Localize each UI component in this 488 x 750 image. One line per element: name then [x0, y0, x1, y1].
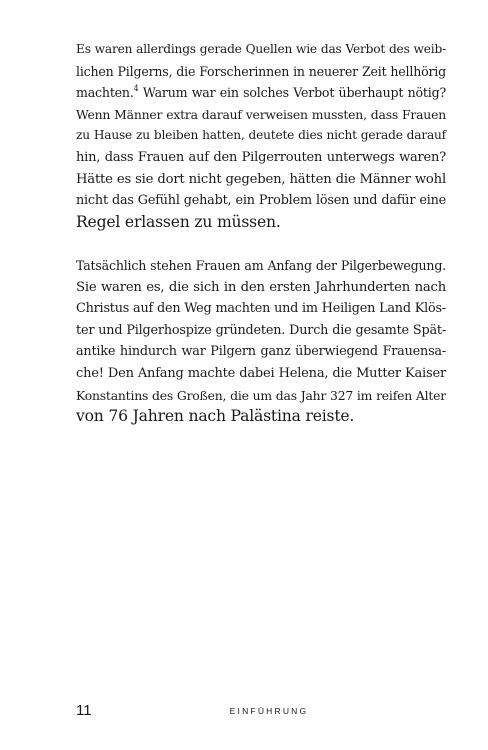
- text-line: zu Hause zu bleiben hatten, deutete dies nicht gerade darauf: [76, 128, 446, 143]
- running-head: EINFÜHRUNG: [229, 706, 309, 716]
- text-line: Christus auf den Weg machten und im Heiligen Land Klös-: [76, 301, 446, 317]
- text-line: Regel erlassen zu müssen.: [76, 212, 281, 231]
- body-text: [76, 39, 446, 428]
- text-fragment: machten.: [76, 85, 134, 101]
- page-footer: [76, 701, 446, 721]
- text-line: [76, 82, 446, 104]
- text-line: nicht das Gefühl gehabt, ein Problem lösen und dafür eine: [76, 193, 446, 209]
- text-line: Es waren allerdings gerade Quellen wie das Verbot des weib-: [76, 42, 446, 56]
- text-line: lichen Pilgerns, die Forscherinnen in neuerer Zeit hellhörig: [76, 63, 446, 79]
- page-number: 11: [76, 702, 92, 719]
- text-line: Wenn Männer extra darauf verweisen mussten, dass Frauen: [76, 106, 446, 122]
- text-line: antike hindurch war Pilgern ganz überwiegend Frauensa-: [76, 344, 446, 360]
- text-line: hin, dass Frauen auf den Pilgerrouten unterwegs waren?: [76, 149, 446, 165]
- text-line: von 76 Jahren nach Palästina reiste.: [76, 407, 355, 426]
- paragraph-1: [76, 39, 446, 233]
- text-line: Tatsächlich stehen Frauen am Anfang der Pilgerbewegung.: [76, 257, 446, 273]
- text-line: Hätte es sie dort nicht gegeben, hätten die Männer wohl: [76, 171, 446, 187]
- footnote-marker[interactable]: 4: [133, 84, 139, 94]
- paragraph-2: [76, 255, 446, 428]
- text-fragment: Warum war ein solches Verbot überhaupt nötig?: [142, 85, 446, 101]
- text-line: Sie waren es, die sich in den ersten Jahrhunderten nach: [76, 279, 446, 295]
- text-line: ter und Pilgerhospize gründeten. Durch die gesamte Spät-: [76, 322, 446, 338]
- text-line: che! Den Anfang machte dabei Helena, die Mutter Kaiser: [76, 365, 446, 381]
- text-line: Konstantins des Großen, die um das Jahr 327 im reifen Alter: [76, 387, 446, 403]
